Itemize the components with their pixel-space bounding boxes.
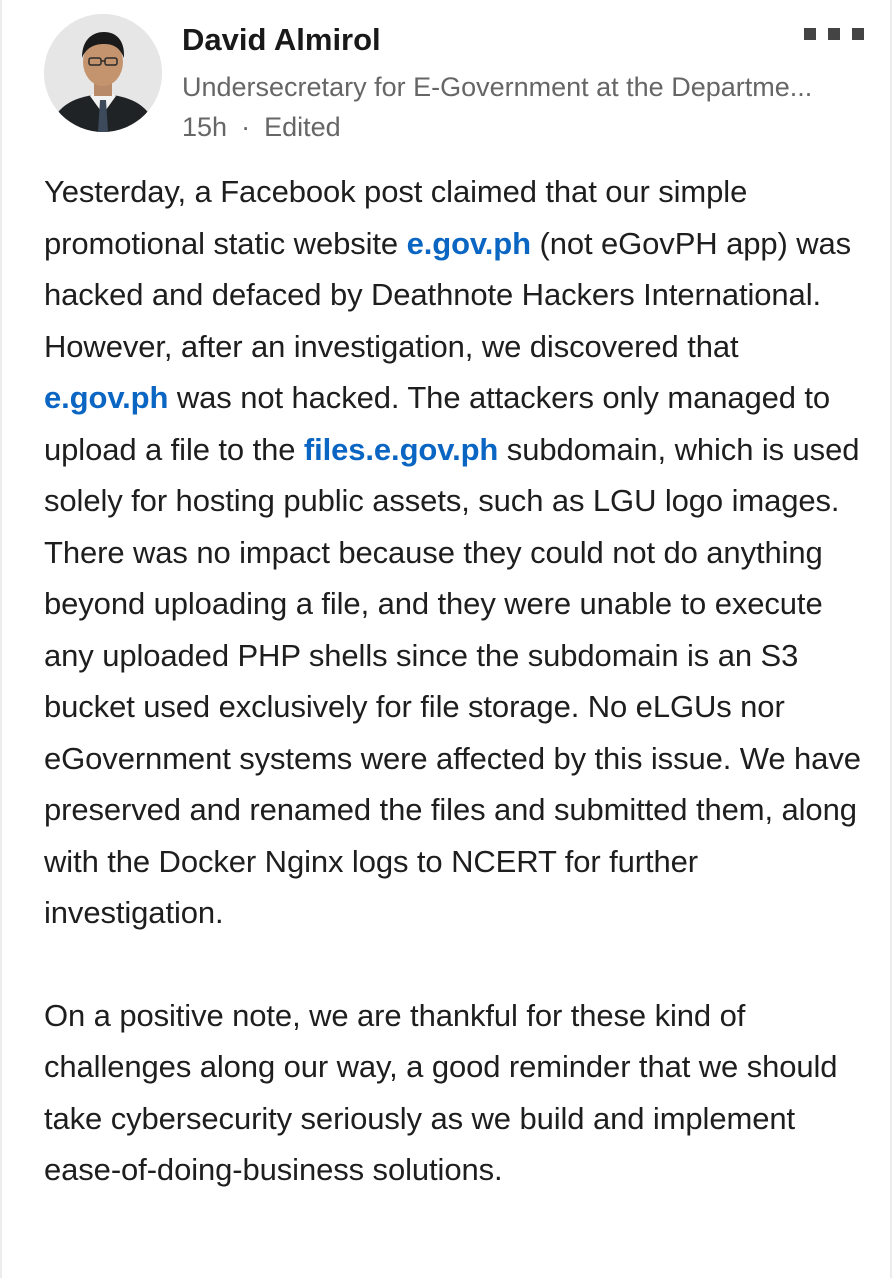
post-text: (not eGovPH app) was hacked and defaced by Deathnote Hackers International. However, after an investigation, we discovered that <box>44 225 852 364</box>
more-horizontal-icon[interactable] <box>804 22 864 46</box>
edited-label: Edited <box>264 112 341 142</box>
post-time: 15h <box>182 112 228 142</box>
post-body <box>44 166 870 1196</box>
menu-dot <box>804 28 816 40</box>
author-headline: Undersecretary for E-Government at the Departme... <box>182 72 813 102</box>
post-text: Yesterday, a Facebook post claimed that our simple promotional static website <box>44 174 748 261</box>
post-text: subdomain, which is used solely for hosting public assets, such as LGU logo images. There was no impact because they could not do anything beyond uploading a file, and they were unable to execute any uploaded PHP shells since the subdomain is an S3 bucket used exclusively for file storage. No eLGUs nor eGovernment systems were affected by this issue. We have preserved and renamed the files and submitted them, along with the Docker Nginx logs to NCERT for further investigation. <box>44 431 861 930</box>
menu-dot <box>828 28 840 40</box>
avatar-photo <box>44 14 162 132</box>
post-paragraph-2: On a positive note, we are thankful for these kind of challenges along our way, a good reminder that we should take cybersecurity seriously as we build and implement ease-of-doing-business solutions. <box>44 997 838 1187</box>
post-header <box>0 0 894 160</box>
link-files-e-gov-ph[interactable]: files.e.gov.ph <box>303 431 499 467</box>
post-meta <box>182 112 341 143</box>
menu-dot <box>852 28 864 40</box>
link-e-gov-ph-2[interactable]: e.gov.ph <box>44 380 169 415</box>
post-text: was not hacked. The attackers only managed to upload a file to the <box>44 380 831 467</box>
meta-separator: · <box>241 112 251 142</box>
avatar[interactable] <box>44 14 162 132</box>
post-paragraph-1 <box>44 166 870 939</box>
link-e-gov-ph[interactable]: e.gov.ph <box>406 225 531 261</box>
author-name[interactable]: David Almirol <box>182 22 381 57</box>
